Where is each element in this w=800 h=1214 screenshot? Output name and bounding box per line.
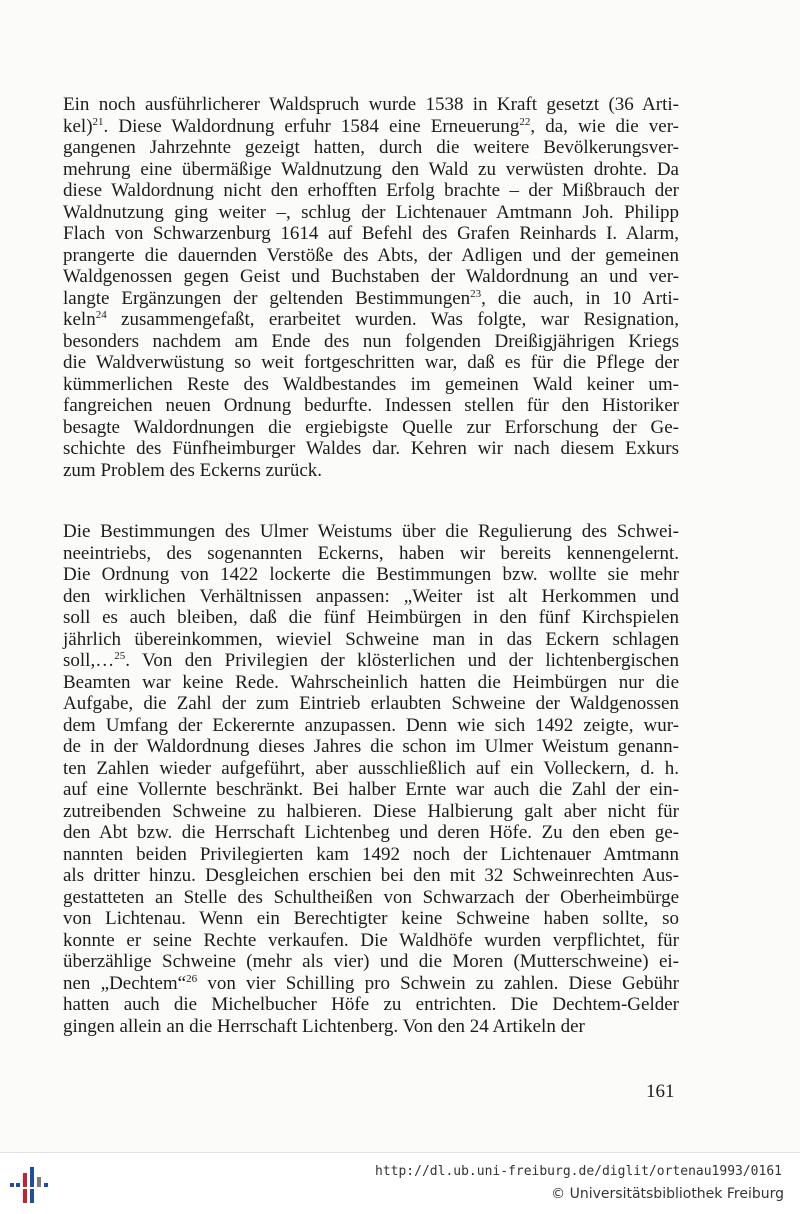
line-text: keln [63, 309, 96, 330]
line-text: gangenen Jahrzehnte gezeigt hatten, durch die weitere Bevölkerungsver- [63, 137, 679, 158]
text-line [63, 116, 679, 138]
line-text: soll es auch bleiben, daß die fünf Heimbürgen in den fünf Kirchspielen [63, 607, 679, 628]
text-line [63, 180, 679, 202]
text-line [63, 1016, 679, 1038]
text-line [63, 887, 679, 909]
line-text: Waldgenossen gegen Geist und Buchstaben der Waldordnung an und ver- [63, 266, 679, 287]
text-line [63, 607, 679, 629]
text-line [63, 94, 679, 116]
ub-freiburg-logo-icon[interactable] [10, 1165, 54, 1205]
line-text: gingen allein an die Herrschaft Lichtenberg. Von den 24 Artikeln der [63, 1015, 585, 1037]
text-line [63, 822, 679, 844]
line-text: kümmerlichen Reste des Waldbestandes im gemeinen Wald keiner um- [63, 373, 679, 395]
line-text: Die Ordnung von 1422 lockerte die Bestimmungen bzw. wollte sie mehr [63, 564, 679, 585]
line-text: die Waldverwüstung so weit fortgeschritten war, daß es für die Pflege der [63, 352, 679, 373]
text-line [63, 159, 679, 181]
text-line [63, 288, 679, 310]
text-line [63, 951, 679, 973]
line-text: den Abt bzw. die Herrschaft Lichtenbeg und deren Höfe. Zu den eben ge- [63, 822, 679, 843]
line-text: von Lichtenau. Wenn ein Berechtigter keine Schweine haben sollte, so [63, 908, 679, 929]
line-text: zutreibenden Schweine zu halbieren. Diese Halbierung galt aber nicht für [63, 800, 679, 822]
line-text: schichte des Fünfheimburger Waldes dar. Kehren wir nach diesem Exkurs [63, 438, 679, 459]
line-text: Beamten war keine Rede. Wahrscheinlich hatten die Heimbürgen nur die [63, 671, 679, 693]
footer-url-link[interactable]: http://dl.ub.uni-freiburg.de/diglit/ortenau1993/0161 [375, 1164, 782, 1179]
line-text: auf eine Vollernte beschränkt. Bei halber Ernte war auch die Zahl der ein- [63, 779, 679, 800]
line-text: kel) [63, 115, 93, 137]
text-line [63, 137, 679, 159]
text-line [63, 629, 679, 651]
paragraph-1 [63, 94, 679, 481]
text-line [63, 438, 679, 460]
line-text: . Diese Waldordnung erfuhr 1584 eine Erneuerung [103, 115, 520, 137]
line-text: Aufgabe, die Zahl der zum Eintrieb erlaubten Schweine der Waldgenossen [63, 693, 679, 714]
line-text: langte Ergänzungen der geltenden Bestimmungen [63, 287, 471, 309]
line-text: hatten auch die Michelbucher Höfe zu entrichten. Die Dechtem-Gelder [63, 994, 679, 1015]
text-line [63, 715, 679, 737]
text-line [63, 672, 679, 694]
text-line [63, 331, 679, 353]
line-text: soll,… [63, 650, 115, 671]
line-text: diese Waldordnung nicht den erhofften Erfolg brachte – der Mißbrauch der [63, 180, 679, 201]
line-text: gestatteten an Stelle des Schultheißen von Schwarzach der Oberheimbürge [63, 886, 679, 908]
line-text: . Von den Privilegien der klösterlichen und der lichtenbergischen [125, 650, 679, 671]
text-line [63, 395, 679, 417]
footer-copyright: © Universitätsbibliothek Freiburg [551, 1186, 784, 1202]
footnote-marker: 26 [186, 972, 198, 985]
text-line [63, 564, 679, 586]
line-text: , die auch, in 10 Arti- [481, 287, 679, 309]
line-text: de in der Waldordnung dieses Jahres die schon im Ulmer Weistum genann- [63, 736, 679, 757]
line-text: prangerte die dauernden Verstöße des Abts, der Adligen und der gemeinen [63, 244, 679, 266]
footnote-marker: 22 [519, 115, 531, 128]
text-line [63, 693, 679, 715]
text-line [63, 223, 679, 245]
text-line [63, 779, 679, 801]
text-line [63, 973, 679, 995]
text-line [63, 586, 679, 608]
paragraph-2 [63, 521, 679, 1037]
line-text: nen „Dechtem“ [63, 972, 187, 994]
line-text: , da, wie die ver- [530, 115, 679, 137]
text-line [63, 908, 679, 930]
footnote-marker: 25 [114, 650, 126, 662]
line-text: fangreichen neuen Ordnung bedurfte. Indessen stellen für den Historiker [63, 395, 679, 416]
footnote-marker: 21 [92, 115, 104, 128]
text-line [63, 202, 679, 224]
text-line [63, 266, 679, 288]
line-text: neeintriebs, des sogenannten Eckerns, haben wir bereits kennengelernt. [63, 542, 679, 564]
text-line [63, 994, 679, 1016]
text-line [63, 543, 679, 565]
line-text: zusammengefaßt, erarbeitet wurden. Was folgte, war Resignation, [106, 309, 679, 330]
line-text: dem Umfang der Eckerernte anzupassen. Denn wie sich 1492 zeigte, wur- [63, 714, 679, 736]
line-text: überzählige Schweine (mehr als vier) und die Moren (Mutterschweine) ei- [63, 951, 679, 972]
text-line [63, 801, 679, 823]
text-line [63, 352, 679, 374]
line-text: ten Zahlen wieder aufgeführt, aber ausschließlich auf ein Volleckern, d. h. [63, 757, 679, 779]
text-line [63, 865, 679, 887]
footnote-marker: 23 [470, 287, 482, 300]
text-line [63, 309, 679, 331]
text-line [63, 736, 679, 758]
text-line [63, 758, 679, 780]
line-text: besonders nachdem am Ende des nun folgenden Dreißigjährigen Kriegs [63, 330, 679, 352]
text-line [63, 930, 679, 952]
footnote-marker: 24 [95, 309, 107, 321]
text-line [63, 650, 679, 672]
line-text: zum Problem des Eckerns zurück. [63, 459, 323, 481]
text-line [63, 245, 679, 267]
text-line [63, 460, 679, 482]
line-text: nannten beiden Privilegierten kam 1492 noch der Lichtenauer Amtmann [63, 843, 679, 865]
line-text: jährlich übereinkommen, wieviel Schweine man in das Eckern schlagen [63, 628, 679, 650]
text-line [63, 844, 679, 866]
footer-bar [0, 1152, 800, 1214]
line-text: Waldnutzung ging weiter –, schlug der Lichtenauer Amtmann Joh. Philipp [63, 201, 679, 223]
line-text: Die Bestimmungen des Ulmer Weistums über die Regulierung des Schwei- [63, 521, 679, 542]
line-text: mehrung eine übermäßige Waldnutzung den Wald zu verwüsten drohte. Da [63, 158, 679, 180]
line-text: Flach von Schwarzenburg 1614 auf Befehl des Grafen Reinhards I. Alarm, [63, 223, 679, 244]
line-text: besagte Waldordnungen die ergiebigste Quelle zur Erforschung der Ge- [63, 416, 679, 438]
line-text: den wirklichen Verhältnissen anpassen: „Weiter ist alt Herkommen und [63, 585, 679, 607]
line-text: konnte er seine Rechte verkaufen. Die Waldhöfe wurden verpflichtet, für [63, 929, 679, 951]
line-text: als dritter hinzu. Desgleichen erschien bei den mit 32 Schweinrechten Aus- [63, 865, 679, 886]
page-number: 161 [646, 1081, 675, 1102]
line-text: von vier Schilling pro Schwein zu zahlen. Diese Gebühr [197, 972, 679, 994]
text-line [63, 521, 679, 543]
text-line [63, 417, 679, 439]
line-text: Ein noch ausführlicherer Waldspruch wurde 1538 in Kraft gesetzt (36 Arti- [63, 94, 679, 115]
text-line [63, 374, 679, 396]
